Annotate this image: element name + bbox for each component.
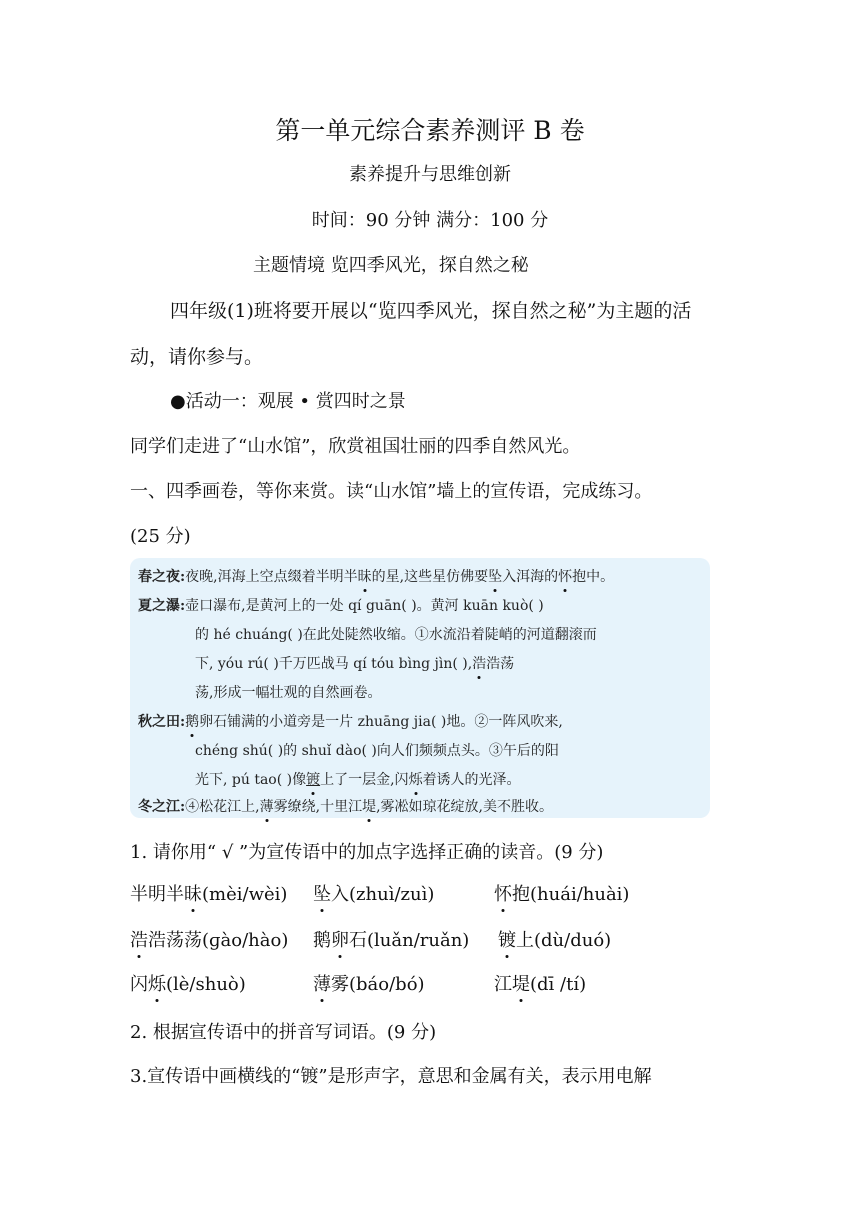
note-summer-3 (195, 653, 514, 673)
note-summer-1 (138, 595, 544, 615)
pron-options: 入(zhuì/zuì) (331, 884, 435, 905)
note-autumn-3 (195, 769, 521, 789)
note-text: 上了一层金,闪 (320, 772, 409, 788)
dotted-char: 浩 (472, 653, 486, 673)
note-summer-2: 的 hé chuáng( )在此处陡然收缩。①水流沿着陡峭的河道翻滚而 (195, 627, 597, 643)
note-text: 入洱海的 (502, 569, 559, 585)
dotted-char: 鹅 (185, 711, 199, 731)
dotted-char: 浩 (130, 926, 148, 952)
note-text: 浩荡 (486, 656, 515, 672)
activity-desc: 同学们走进了“山水馆”，欣赏祖国壮丽的四季自然风光。 (130, 436, 581, 457)
page-title: 第一单元综合素养测评 B 卷 (275, 116, 585, 145)
pron-item (130, 970, 246, 996)
dotted-char: 薄 (260, 796, 274, 816)
question-2: 2. 根据宣传语中的拼音写词语。(9 分) (130, 1022, 437, 1043)
dotted-underlined-char: 镀 (306, 769, 320, 789)
question-3: 3.宣传语中画横线的“镀”是形声字，意思和金属有关，表示用电解 (130, 1066, 652, 1087)
note-text: 的星,这些星仿佛要 (371, 569, 489, 585)
note-text: ④松花江上, (185, 799, 260, 815)
summer-tag: 夏之瀑: (138, 598, 186, 614)
note-text: 壶口瀑布,是黄河上的一处 qí guān( )。黄河 kuān kuò( ) (185, 598, 544, 614)
intro-line-2: 动，请你参与。 (130, 346, 264, 368)
note-text: 卵石铺满的小道旁是一片 zhuāng jia( )地。②一阵风吹来, (199, 714, 563, 730)
dotted-char: 昧 (358, 566, 372, 586)
dotted-char: 烁 (409, 769, 423, 789)
pron-text: 江 (494, 974, 512, 995)
note-text: 夜晚,洱海上空点缀着半明半 (185, 569, 358, 585)
pron-options: (dī /tí) (530, 974, 587, 995)
page-subtitle: 素养提升与思维创新 (349, 164, 511, 185)
pron-options: 上(dù/duó) (516, 930, 612, 951)
pron-options: (mèi/wèi) (202, 884, 288, 905)
pron-options: 雾(báo/bó) (331, 974, 425, 995)
theme-line: 主题情境 览四季风光，探自然之秘 (253, 255, 529, 276)
dotted-char: 怀 (494, 880, 512, 906)
promo-notes-box (130, 558, 710, 818)
note-text: 着诱人的光泽。 (422, 772, 521, 788)
dotted-char: 怀 (558, 566, 572, 586)
pron-item (498, 926, 611, 952)
note-text: ,雾凇如琼花绽放,美不胜收。 (376, 799, 553, 815)
intro-line-1: 四年级(1)班将要开展以“览四季风光，探自然之秘”为主题的活 (170, 300, 692, 322)
pron-item (494, 970, 586, 996)
dotted-char: 坠 (488, 566, 502, 586)
pron-item (313, 970, 425, 996)
time-info: 时间：90 分钟 满分：100 分 (311, 210, 549, 231)
pron-item (313, 926, 469, 952)
note-spring (138, 566, 614, 586)
dotted-char: 堤 (362, 796, 376, 816)
note-summer-4: 荡,形成一幅壮观的自然画卷。 (195, 685, 382, 701)
part1-score: (25 分) (130, 526, 191, 547)
dotted-char: 镀 (498, 926, 516, 952)
pron-item (130, 926, 288, 952)
autumn-tag: 秋之田: (138, 714, 186, 730)
dotted-char: 卵 (331, 926, 349, 952)
note-winter (138, 796, 553, 816)
pron-options: 石(luǎn/ruǎn) (349, 930, 470, 951)
pron-text: 鹅 (313, 930, 331, 951)
pron-options: 浩荡荡(ɡào/hào) (148, 930, 289, 951)
note-text: 下, yóu rú( )千万匹战马 qí tóu bìng jìn( ), (195, 656, 473, 672)
dotted-char: 昧 (184, 880, 202, 906)
note-autumn-2: chéng shú( )的 shuǐ dào( )向人们频频点头。③午后的阳 (195, 743, 559, 759)
note-autumn-1 (138, 711, 563, 731)
pron-item (494, 880, 629, 906)
pron-text: 半明半 (130, 884, 184, 905)
pron-item (313, 880, 434, 906)
note-text: 抱中。 (572, 569, 615, 585)
dotted-char: 堤 (512, 970, 530, 996)
dotted-char: 烁 (148, 970, 166, 996)
activity-heading: ●活动一：观展 • 赏四时之景 (170, 391, 406, 412)
pron-item (130, 880, 287, 906)
note-text: 雾缭绕,十里江 (273, 799, 363, 815)
pron-text: 闪 (130, 974, 148, 995)
pron-options: 抱(huái/huài) (512, 884, 630, 905)
note-text: 光下, pú tao( )像 (195, 772, 307, 788)
spring-tag: 春之夜: (138, 569, 186, 585)
winter-tag: 冬之江: (138, 799, 186, 815)
part1-heading: 一、四季画卷，等你来赏。读“山水馆”墙上的宣传语，完成练习。 (130, 481, 653, 502)
dotted-char: 薄 (313, 970, 331, 996)
dotted-char: 坠 (313, 880, 331, 906)
pron-options: (lè/shuò) (166, 974, 246, 995)
question-1: 1. 请你用“ √ ”为宣传语中的加点字选择正确的读音。(9 分) (130, 842, 604, 863)
